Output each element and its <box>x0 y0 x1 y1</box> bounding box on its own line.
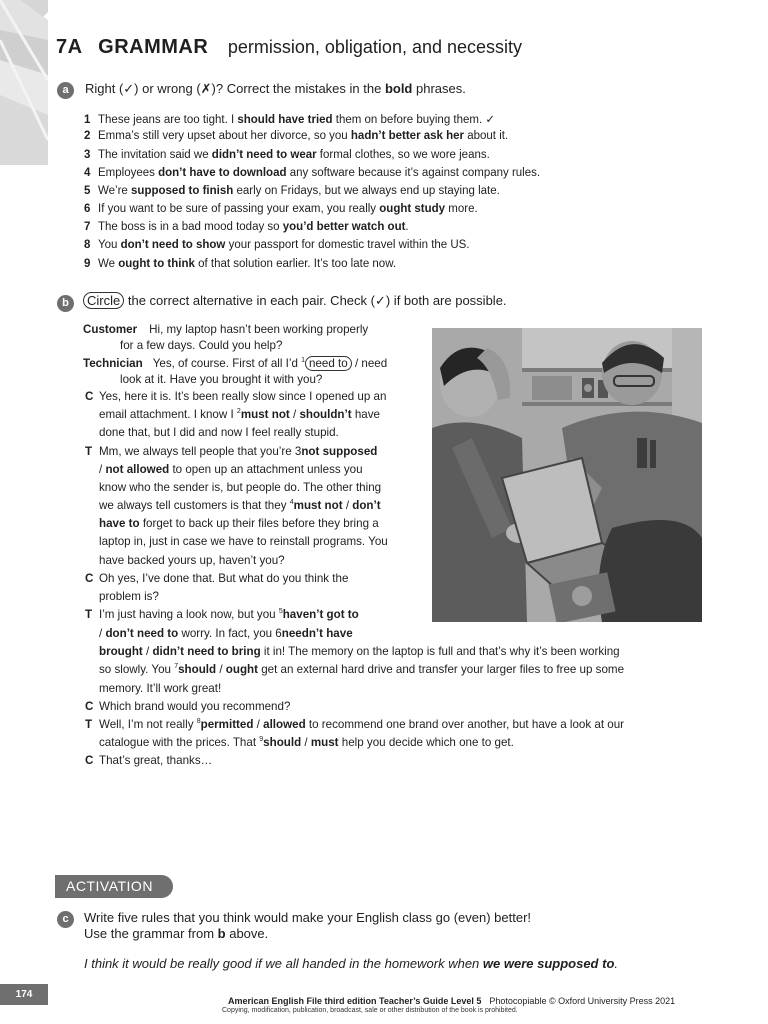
exercise-a-instruction: Right (✓) or wrong (✗)? Correct the mistakes in the bold phrases. <box>85 81 466 96</box>
title-subtitle: permission, obligation, and necessity <box>227 37 523 57</box>
dialogue-line: Technician Yes, of course. First of all I’d $^1$ need to / need <box>83 357 388 370</box>
footer-credit: American English File third edition Teacher’s Guide Level 5 Photocopiable © Oxford University Press 2021 <box>228 996 676 1006</box>
dialogue-line: for a few days. Could you help? <box>120 339 283 352</box>
list-item: 5 We’re supposed to finish early on Fridays, but we always end up staying late. <box>84 185 500 197</box>
activation-instruction-line2: Use the grammar from b above. <box>84 926 269 941</box>
list-item: 6 If you want to be sure of passing your exam, you really ought study more. <box>84 203 478 215</box>
dialogue-line: have to forget to back up their files before they bring a <box>99 517 379 530</box>
dialogue-line: T Well, I’m not really $^8$permitted / allowed to recommend one brand over another, but have a look at our <box>85 718 625 731</box>
dialogue-line: memory. It’ll work great! <box>99 682 222 695</box>
footer-copyright-notice: Copying, modification, publication, broadcast, sale or other distribution of the book is prohibited. <box>222 1007 518 1014</box>
activation-heading: ACTIVATION <box>55 875 173 898</box>
dialogue-line: problem is? <box>99 590 159 603</box>
section-name: GRAMMAR <box>98 36 209 58</box>
page-title <box>56 36 522 59</box>
activation-instruction-line1: Write five rules that you think would make your English class go (even) better! <box>84 910 532 925</box>
dialogue-line: done that, but I did and now I feel really stupid. <box>99 426 339 439</box>
dialogue-line: so slowly. You $^7$should / ought get an external hard drive and transfer your larger files to free up some <box>99 663 625 676</box>
dialogue-line: have backed yours up, haven’t you? <box>99 554 285 567</box>
dialogue-line: T I’m just having a look now, but you $^5$haven’t got to <box>85 608 359 621</box>
exercise-b-badge: b <box>57 295 74 312</box>
page-number: 174 <box>0 984 48 1005</box>
circled-answer: need to <box>305 356 352 371</box>
dialogue-line: / not allowed to open up an attachment unless you <box>99 463 363 476</box>
dialogue-line: Customer Hi, my laptop hasn’t been working properly <box>83 323 369 336</box>
decorative-fan-graphic <box>0 0 48 165</box>
exercise-a-badge: a <box>57 82 74 99</box>
activation-example: I think it would be really good if we all handed in the homework when we were supposed to. <box>84 956 619 971</box>
dialogue-line: / don’t need to worry. In fact, you 6needn’t have <box>99 627 353 640</box>
list-item: 3 The invitation said we didn’t need to wear formal clothes, so we wore jeans. <box>84 149 490 161</box>
dialogue-line: brought / didn’t need to bring it in! The memory on the laptop is full and that’s why it’s been working <box>99 645 620 658</box>
dialogue-line: look at it. Have you brought it with you? <box>120 373 323 386</box>
dialogue-line: we always tell customers is that they $^4$must not / don’t <box>99 499 381 512</box>
unit-code: 7A <box>56 36 83 58</box>
dialogue-line: email attachment. I know I $^2$must not / shouldn’t have <box>99 408 380 421</box>
illustration-technician-laptop <box>432 328 702 622</box>
dialogue-line: C Which brand would you recommend? <box>85 700 291 713</box>
list-item: 8 You don’t need to show your passport for domestic travel within the US. <box>84 239 470 251</box>
dialogue-line: C Oh yes, I’ve done that. But what do you think the <box>85 572 349 585</box>
dialogue-line: catalogue with the prices. That $^9$should / must help you decide which one to get. <box>99 736 514 749</box>
dialogue-line: C Yes, here it is. It’s been really slow since I opened up an <box>85 390 387 403</box>
dialogue-line: C That’s great, thanks… <box>85 754 213 767</box>
list-item: 9 We ought to think of that solution earlier. It’s too late now. <box>84 258 397 270</box>
list-item: 7 The boss is in a bad mood today so you’d better watch out. <box>84 221 409 233</box>
list-item: 4 Employees don’t have to download any software because it’s against company rules. <box>84 167 541 179</box>
list-item: 2 Emma’s still very upset about her divorce, so you hadn’t better ask her about it. <box>84 130 509 142</box>
dialogue-line: know who the sender is, but people do. The other thing <box>99 481 382 494</box>
dialogue-line: laptop in, just in case we have to reinstall programs. You <box>99 535 388 548</box>
exercise-b-instruction: Circle the correct alternative in each pair. Check (✓) if both are possible. <box>83 293 507 309</box>
dialogue-line: T Mm, we always tell people that you’re 3not supposed <box>85 445 378 458</box>
list-item: 1 These jeans are too tight. I should have tried them on before buying them. ✓ <box>84 114 495 126</box>
exercise-c-badge: c <box>57 911 74 928</box>
